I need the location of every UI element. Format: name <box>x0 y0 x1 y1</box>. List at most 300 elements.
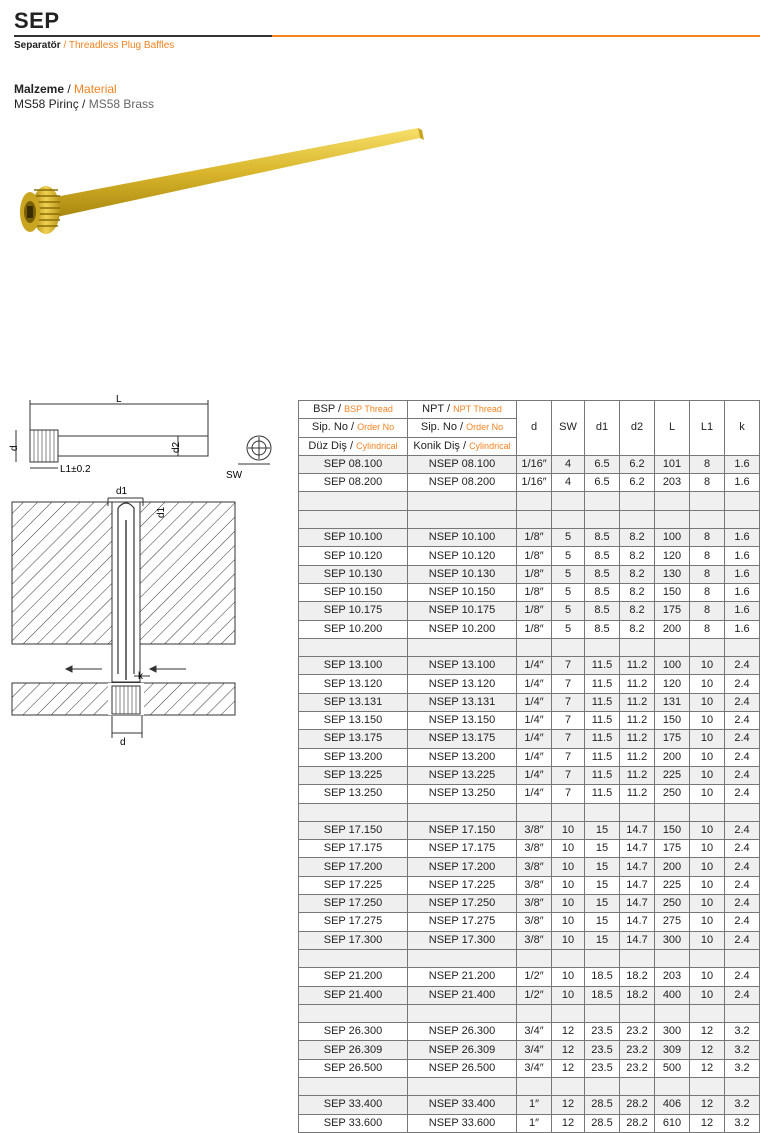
cell-d: 1″ <box>517 1114 552 1132</box>
table-row <box>299 931 760 949</box>
cell-d2: 11.2 <box>620 785 655 803</box>
spacer-cell <box>585 510 620 528</box>
cell-d2: 14.7 <box>620 895 655 913</box>
material-label-tr: Malzeme <box>14 82 65 96</box>
cell-l1: 10 <box>690 748 725 766</box>
spacer-cell <box>408 492 517 510</box>
spacer-cell <box>552 803 585 821</box>
thread-head <box>20 186 60 234</box>
header-k: k <box>725 401 760 456</box>
cell-d2: 11.2 <box>620 730 655 748</box>
spacer-cell <box>408 803 517 821</box>
cell-d: 1/8″ <box>517 620 552 638</box>
cell-l: 300 <box>655 1023 690 1041</box>
cell-k: 1.6 <box>725 474 760 492</box>
table-row <box>299 913 760 931</box>
cell-l: 150 <box>655 821 690 839</box>
cell-d2: 14.7 <box>620 913 655 931</box>
cell-d1: 8.5 <box>585 565 620 583</box>
cell-l: 400 <box>655 986 690 1004</box>
spacer-cell <box>690 1004 725 1022</box>
npt-order-no: NSEP 21.400 <box>408 986 517 1004</box>
header-row <box>299 401 760 419</box>
cell-k: 1.6 <box>725 547 760 565</box>
cell-d2: 11.2 <box>620 675 655 693</box>
bsp-order-no: SEP 21.200 <box>299 968 408 986</box>
cell-l: 175 <box>655 840 690 858</box>
npt-order-no: NSEP 17.250 <box>408 895 517 913</box>
cell-d1: 18.5 <box>585 968 620 986</box>
header-npt: NPT / NPT Thread <box>408 401 517 419</box>
dim-d-bottom: d <box>120 737 126 748</box>
cell-l1: 10 <box>690 657 725 675</box>
cell-l: 100 <box>655 657 690 675</box>
spacer-cell <box>620 492 655 510</box>
cell-d1: 23.5 <box>585 1041 620 1059</box>
spacer-cell <box>585 803 620 821</box>
bsp-order-no: SEP 26.309 <box>299 1041 408 1059</box>
cell-l1: 10 <box>690 675 725 693</box>
spacer-cell <box>552 949 585 967</box>
bsp-order-no: SEP 17.275 <box>299 913 408 931</box>
cell-d: 3/8″ <box>517 913 552 931</box>
cell-d: 1/4″ <box>517 766 552 784</box>
cell-d1: 23.5 <box>585 1023 620 1041</box>
cell-k: 2.4 <box>725 766 760 784</box>
table-row <box>299 1041 760 1059</box>
npt-order-no: NSEP 17.150 <box>408 821 517 839</box>
spacer-cell <box>517 1004 552 1022</box>
cell-d1: 8.5 <box>585 583 620 601</box>
header-thread-npt: Konik Diş / Cylindrical <box>408 437 517 455</box>
cell-d2: 11.2 <box>620 748 655 766</box>
cell-l: 200 <box>655 620 690 638</box>
header-bsp: BSP / BSP Thread <box>299 401 408 419</box>
cell-sw: 10 <box>552 986 585 1004</box>
spacer-cell <box>690 492 725 510</box>
cell-d2: 18.2 <box>620 986 655 1004</box>
cell-sw: 5 <box>552 583 585 601</box>
cell-d1: 11.5 <box>585 693 620 711</box>
cell-d2: 8.2 <box>620 602 655 620</box>
cell-d: 1/16″ <box>517 455 552 473</box>
spacer-cell <box>552 638 585 656</box>
cell-d1: 8.5 <box>585 620 620 638</box>
table-row <box>299 602 760 620</box>
spacer-cell <box>408 510 517 528</box>
spacer-cell <box>517 638 552 656</box>
npt-order-no: NSEP 13.120 <box>408 675 517 693</box>
spacer-cell <box>725 1004 760 1022</box>
bsp-order-no: SEP 21.400 <box>299 986 408 1004</box>
spacer-cell <box>299 1077 408 1095</box>
cell-d2: 23.2 <box>620 1059 655 1077</box>
cell-d: 1/4″ <box>517 693 552 711</box>
cell-l1: 12 <box>690 1041 725 1059</box>
cell-d1: 11.5 <box>585 730 620 748</box>
bsp-order-no: SEP 10.150 <box>299 583 408 601</box>
spacer-cell <box>725 803 760 821</box>
bsp-order-no: SEP 13.250 <box>299 785 408 803</box>
table-row <box>299 748 760 766</box>
bsp-order-no: SEP 13.225 <box>299 766 408 784</box>
cell-l1: 10 <box>690 986 725 1004</box>
spacer-cell <box>620 1077 655 1095</box>
spacer-cell <box>517 492 552 510</box>
spacer-cell <box>585 1004 620 1022</box>
cell-l: 175 <box>655 730 690 748</box>
cell-sw: 7 <box>552 785 585 803</box>
cell-l1: 10 <box>690 766 725 784</box>
bsp-order-no: SEP 13.131 <box>299 693 408 711</box>
cell-k: 2.4 <box>725 913 760 931</box>
cell-d: 1″ <box>517 1096 552 1114</box>
spacer-row <box>299 1004 760 1022</box>
bsp-order-no: SEP 17.300 <box>299 931 408 949</box>
cell-k: 2.4 <box>725 712 760 730</box>
cell-k: 2.4 <box>725 748 760 766</box>
spacer-cell <box>408 1004 517 1022</box>
table-row <box>299 657 760 675</box>
cell-sw: 7 <box>552 675 585 693</box>
cell-d: 3/8″ <box>517 931 552 949</box>
spacer-cell <box>585 638 620 656</box>
cell-d2: 6.2 <box>620 474 655 492</box>
header-d: d <box>517 401 552 456</box>
npt-order-no: NSEP 13.250 <box>408 785 517 803</box>
npt-order-no: NSEP 17.200 <box>408 858 517 876</box>
cell-l1: 8 <box>690 455 725 473</box>
cell-k: 2.4 <box>725 730 760 748</box>
table-row <box>299 968 760 986</box>
cell-k: 1.6 <box>725 620 760 638</box>
cell-l: 131 <box>655 693 690 711</box>
npt-order-no: NSEP 17.175 <box>408 840 517 858</box>
cell-d2: 6.2 <box>620 455 655 473</box>
cell-l: 250 <box>655 785 690 803</box>
cell-d1: 15 <box>585 821 620 839</box>
table-row <box>299 620 760 638</box>
cell-k: 1.6 <box>725 565 760 583</box>
cell-k: 1.6 <box>725 455 760 473</box>
bsp-order-no: SEP 17.250 <box>299 895 408 913</box>
spacer-cell <box>552 492 585 510</box>
bsp-order-no: SEP 33.400 <box>299 1096 408 1114</box>
cell-d2: 11.2 <box>620 766 655 784</box>
cell-k: 2.4 <box>725 931 760 949</box>
table-row <box>299 730 760 748</box>
header-d2: d2 <box>620 401 655 456</box>
cell-d2: 11.2 <box>620 657 655 675</box>
spacer-cell <box>585 492 620 510</box>
spacer-cell <box>552 1004 585 1022</box>
spacer-cell <box>725 949 760 967</box>
subtitle-en: Threadless Plug Baffles <box>68 40 175 51</box>
cell-k: 3.2 <box>725 1023 760 1041</box>
cell-d: 1/16″ <box>517 474 552 492</box>
spacer-row <box>299 803 760 821</box>
npt-order-no: NSEP 13.225 <box>408 766 517 784</box>
cell-sw: 7 <box>552 657 585 675</box>
cell-l1: 8 <box>690 620 725 638</box>
cell-l: 309 <box>655 1041 690 1059</box>
spacer-row <box>299 638 760 656</box>
cell-sw: 12 <box>552 1114 585 1132</box>
npt-order-no: NSEP 08.200 <box>408 474 517 492</box>
spacer-cell <box>725 1077 760 1095</box>
cell-sw: 10 <box>552 931 585 949</box>
spacer-cell <box>690 510 725 528</box>
npt-order-no: NSEP 21.200 <box>408 968 517 986</box>
cell-k: 1.6 <box>725 583 760 601</box>
bsp-order-no: SEP 33.600 <box>299 1114 408 1132</box>
cell-d1: 8.5 <box>585 602 620 620</box>
bsp-order-no: SEP 10.175 <box>299 602 408 620</box>
bsp-order-no: SEP 17.175 <box>299 840 408 858</box>
spacer-cell <box>725 638 760 656</box>
cell-d1: 15 <box>585 931 620 949</box>
cell-sw: 5 <box>552 529 585 547</box>
npt-order-no: NSEP 17.275 <box>408 913 517 931</box>
cell-l1: 8 <box>690 547 725 565</box>
table-row <box>299 583 760 601</box>
cell-d2: 11.2 <box>620 693 655 711</box>
cell-sw: 12 <box>552 1096 585 1114</box>
cell-l1: 10 <box>690 785 725 803</box>
cell-l: 275 <box>655 913 690 931</box>
table-row <box>299 1059 760 1077</box>
cell-l1: 10 <box>690 913 725 931</box>
material-value-tr: MS58 Pirinç <box>14 97 79 111</box>
cell-l1: 10 <box>690 876 725 894</box>
table-row <box>299 840 760 858</box>
cell-sw: 7 <box>552 693 585 711</box>
cell-d2: 8.2 <box>620 529 655 547</box>
cell-d1: 11.5 <box>585 748 620 766</box>
cell-l: 150 <box>655 583 690 601</box>
material-label-en: Material <box>74 82 117 96</box>
cell-l1: 12 <box>690 1096 725 1114</box>
bsp-order-no: SEP 10.120 <box>299 547 408 565</box>
cell-l: 225 <box>655 876 690 894</box>
cell-d1: 15 <box>585 840 620 858</box>
cell-sw: 10 <box>552 821 585 839</box>
npt-order-no: NSEP 26.300 <box>408 1023 517 1041</box>
table-row <box>299 455 760 473</box>
cell-l: 203 <box>655 968 690 986</box>
spacer-cell <box>690 803 725 821</box>
cell-l: 100 <box>655 529 690 547</box>
spacer-cell <box>299 1004 408 1022</box>
spacer-row <box>299 492 760 510</box>
subtitle-tr: Separatör <box>14 40 61 51</box>
bsp-order-no: SEP 26.500 <box>299 1059 408 1077</box>
cell-d1: 28.5 <box>585 1096 620 1114</box>
spacer-cell <box>655 803 690 821</box>
npt-order-no: NSEP 26.500 <box>408 1059 517 1077</box>
spacer-cell <box>299 803 408 821</box>
mold-left <box>12 502 112 644</box>
cell-l1: 8 <box>690 474 725 492</box>
cell-k: 1.6 <box>725 529 760 547</box>
cell-sw: 10 <box>552 913 585 931</box>
cell-d: 3/4″ <box>517 1059 552 1077</box>
dim-d-top: d <box>9 445 20 451</box>
bsp-order-no: SEP 13.175 <box>299 730 408 748</box>
bsp-order-no: SEP 17.225 <box>299 876 408 894</box>
npt-order-no: NSEP 13.131 <box>408 693 517 711</box>
cell-sw: 10 <box>552 840 585 858</box>
cell-d: 1/4″ <box>517 748 552 766</box>
cell-d2: 8.2 <box>620 565 655 583</box>
table-row <box>299 712 760 730</box>
cell-l1: 10 <box>690 858 725 876</box>
npt-order-no: NSEP 13.100 <box>408 657 517 675</box>
dim-L: L <box>116 394 122 405</box>
dim-d1: d1 <box>116 486 128 497</box>
cell-l1: 10 <box>690 730 725 748</box>
cell-l: 200 <box>655 748 690 766</box>
cell-d2: 8.2 <box>620 547 655 565</box>
table-row <box>299 785 760 803</box>
cell-l1: 8 <box>690 529 725 547</box>
table-row <box>299 675 760 693</box>
cell-l1: 10 <box>690 931 725 949</box>
cell-d: 1/2″ <box>517 968 552 986</box>
spacer-cell <box>299 510 408 528</box>
spacer-cell <box>299 492 408 510</box>
cell-l: 150 <box>655 712 690 730</box>
cell-k: 2.4 <box>725 876 760 894</box>
material-label: Malzeme / Material <box>14 82 117 96</box>
cell-d: 1/4″ <box>517 712 552 730</box>
cell-l1: 10 <box>690 712 725 730</box>
page-title: SEP <box>14 8 60 33</box>
spacer-cell <box>620 1004 655 1022</box>
table-row <box>299 547 760 565</box>
cell-l: 225 <box>655 766 690 784</box>
table-row <box>299 766 760 784</box>
bsp-order-no: SEP 17.150 <box>299 821 408 839</box>
cell-d1: 28.5 <box>585 1114 620 1132</box>
dim-SW: SW <box>226 470 243 481</box>
spacer-cell <box>655 638 690 656</box>
cell-d: 1/8″ <box>517 565 552 583</box>
cell-k: 2.4 <box>725 858 760 876</box>
header-order-bsp: Sip. No / Order No <box>299 419 408 437</box>
cell-sw: 10 <box>552 858 585 876</box>
spacer-cell <box>299 949 408 967</box>
cell-sw: 7 <box>552 766 585 784</box>
cell-d1: 15 <box>585 913 620 931</box>
header-l: L <box>655 401 690 456</box>
header-sw: SW <box>552 401 585 456</box>
cell-l1: 8 <box>690 565 725 583</box>
mold-right <box>140 502 235 644</box>
cell-k: 1.6 <box>725 602 760 620</box>
table-row <box>299 858 760 876</box>
cell-d2: 14.7 <box>620 876 655 894</box>
cell-d2: 14.7 <box>620 858 655 876</box>
cell-sw: 7 <box>552 712 585 730</box>
cell-l1: 10 <box>690 968 725 986</box>
bsp-order-no: SEP 13.200 <box>299 748 408 766</box>
material-value-en: MS58 Brass <box>88 97 155 111</box>
cell-l: 203 <box>655 474 690 492</box>
cell-l: 300 <box>655 931 690 949</box>
npt-order-no: NSEP 10.150 <box>408 583 517 601</box>
cell-k: 3.2 <box>725 1114 760 1132</box>
table-row <box>299 693 760 711</box>
dim-d2: d2 <box>171 441 182 453</box>
spacer-cell <box>655 1077 690 1095</box>
spacer-cell <box>585 1077 620 1095</box>
cell-d1: 15 <box>585 895 620 913</box>
cell-d: 1/8″ <box>517 547 552 565</box>
cell-d2: 23.2 <box>620 1023 655 1041</box>
cell-d: 1/4″ <box>517 785 552 803</box>
cell-k: 3.2 <box>725 1096 760 1114</box>
bsp-order-no: SEP 08.200 <box>299 474 408 492</box>
npt-order-no: NSEP 17.225 <box>408 876 517 894</box>
table-row <box>299 474 760 492</box>
cell-sw: 12 <box>552 1023 585 1041</box>
cell-d1: 6.5 <box>585 455 620 473</box>
cell-k: 2.4 <box>725 657 760 675</box>
table-row <box>299 1114 760 1132</box>
cell-d: 1/2″ <box>517 986 552 1004</box>
cell-sw: 5 <box>552 547 585 565</box>
spacer-cell <box>408 949 517 967</box>
cell-d: 1/8″ <box>517 583 552 601</box>
cell-d2: 8.2 <box>620 583 655 601</box>
spacer-cell <box>517 1077 552 1095</box>
npt-order-no: NSEP 26.309 <box>408 1041 517 1059</box>
cell-d: 3/8″ <box>517 858 552 876</box>
spacer-cell <box>655 510 690 528</box>
cell-k: 2.4 <box>725 693 760 711</box>
spacer-cell <box>552 510 585 528</box>
spacer-cell <box>620 510 655 528</box>
npt-order-no: NSEP 13.175 <box>408 730 517 748</box>
spacer-cell <box>408 1077 517 1095</box>
cell-d1: 11.5 <box>585 657 620 675</box>
cell-l1: 12 <box>690 1114 725 1132</box>
cell-d: 3/8″ <box>517 840 552 858</box>
dim-k: k <box>138 671 143 682</box>
cell-l: 250 <box>655 895 690 913</box>
npt-order-no: NSEP 17.300 <box>408 931 517 949</box>
spacer-row <box>299 1077 760 1095</box>
cell-l: 200 <box>655 858 690 876</box>
table-row <box>299 565 760 583</box>
spacer-cell <box>517 949 552 967</box>
bsp-order-no: SEP 10.200 <box>299 620 408 638</box>
cell-sw: 7 <box>552 730 585 748</box>
spacer-cell <box>655 949 690 967</box>
cell-k: 2.4 <box>725 785 760 803</box>
cell-k: 2.4 <box>725 840 760 858</box>
cell-l1: 12 <box>690 1059 725 1077</box>
cell-l1: 10 <box>690 821 725 839</box>
header-l1: L1 <box>690 401 725 456</box>
npt-order-no: NSEP 10.100 <box>408 529 517 547</box>
npt-order-no: NSEP 10.200 <box>408 620 517 638</box>
spacer-cell <box>655 1004 690 1022</box>
cell-d: 3/8″ <box>517 876 552 894</box>
spacer-row <box>299 949 760 967</box>
bsp-order-no: SEP 26.300 <box>299 1023 408 1041</box>
